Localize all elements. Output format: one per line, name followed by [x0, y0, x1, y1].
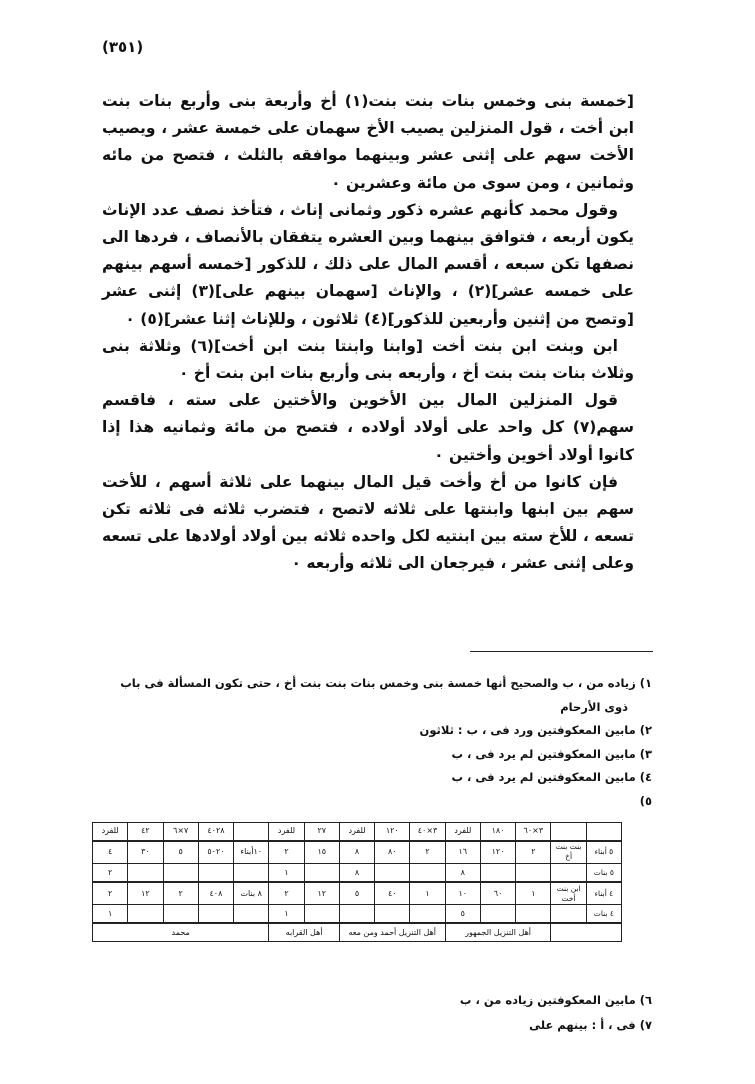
table-cell: ٢ [516, 841, 551, 864]
paragraph-1: [خمسة بنى وخمس بنات بنت بنت(١) أخ وأربعة بنى وأربع بنات بنت ابن أخت ، قول المنزلين يصيب الأخ سهمان على خمسة عشر ، ويصيب الأخت سهم على إثنى عشر وبينهما موافقه بالثلث ، فتصح من مائه وثمانين ، ومن سوى من مائة وعشرين ٠ [102, 92, 634, 192]
table-cell: ١ [516, 882, 551, 905]
table-cell [304, 905, 339, 923]
paragraph-3: ابن وبنت ابن بنت أخت [وابنا وابنتا بنت ابن أخت](٦) وثلاثة بنى وثلاث بنات بنت بنت أخ ، وأربعه بنى وأربع بنات ابن بنت أخ ٠ [102, 336, 634, 383]
table-cell: أهل التنزيل الجمهور [445, 923, 551, 941]
table-cell: ٤٠ [375, 882, 410, 905]
page-number: (٣٥١) [102, 38, 144, 56]
inheritance-table [92, 822, 622, 942]
footnotes-bottom [80, 988, 652, 1038]
table-cell: ١ [269, 864, 304, 882]
table-cell: ١ [410, 882, 445, 905]
table-cell [480, 905, 515, 923]
footnote-2: ٢) مابين المعكوفتين ورد فى ، ب : ثلاثون [419, 723, 652, 737]
table-row [93, 841, 622, 864]
table-cell [198, 905, 233, 923]
table-cell: ٤ [93, 841, 128, 864]
table-cell [128, 905, 163, 923]
table-cell [234, 823, 269, 841]
table-cell: أهل القرابه [269, 923, 340, 941]
table-cell: ٢ [163, 882, 198, 905]
table-cell: أهل التنزيل أحمد ومن معه [339, 923, 445, 941]
footnotes-top [80, 672, 652, 813]
table-cell [375, 864, 410, 882]
table-cell: ٤ أبناء [586, 882, 621, 905]
table-cell: ١٢٠ [480, 841, 515, 864]
table-cell: ١٦ [445, 841, 480, 864]
table-cell: ٥ [163, 841, 198, 864]
table-cell: ٥ أبناء [586, 841, 621, 864]
table-cell [551, 923, 622, 941]
table-cell [551, 864, 586, 882]
table-cell: ١٢ [304, 882, 339, 905]
footnote-6: ٦) مابين المعكوفتين زياده من ، ب [459, 993, 652, 1007]
table-cell [198, 864, 233, 882]
table-cell: ٤٠٢٨ [198, 823, 233, 841]
paragraph-2: وقول محمد كأنهم عشره ذكور وثمانى إناث ، فتأخذ نصف عدد الإناث يكون أربعه ، فتوافق بينهما وبين العشره يتفقان بالأنصاف ، فردها الى نصفها تكن سبعه ، أقسم المال على ذلك ، للذكور [خمسه أسهم بينهم على خمسه عشر](٢) ، والإناث [سهمان بينهم على](٣) إثنى عشر [وتصح من إثنين وأربعين للذكور](٤) ثلاثون ، وللإناث إثنا عشر](٥) ٠ [102, 200, 634, 328]
table-cell: ١٥ [304, 841, 339, 864]
table-cell [234, 864, 269, 882]
table-cell: ١٨٠ [480, 823, 515, 841]
table-cell [339, 905, 374, 923]
table-cell: محمد [93, 923, 269, 941]
table-cell: ١٠أبناء [234, 841, 269, 864]
table-header-row [93, 823, 622, 841]
table-cell: ٢ [93, 882, 128, 905]
table-cell [586, 823, 621, 841]
footnote-7: ٧) فى ، أ : بينهم على [529, 1018, 652, 1032]
footnote-3: ٣) مابين المعكوفتين لم يرد فى ، ب [451, 746, 652, 761]
footnote-1: ١) زياده من ، ب والصحيح أنها خمسة بنى وخمس بنات بنت بنت أخ ، حتى تكون المسألة فى باب [120, 676, 652, 690]
table-cell: ٤٠٨ [198, 882, 233, 905]
table-footer-row [93, 923, 622, 941]
table-cell [163, 905, 198, 923]
table-cell: ٣٠ [128, 841, 163, 864]
table-cell: ٥ [339, 882, 374, 905]
table-cell [128, 864, 163, 882]
table-cell: للفرد [445, 823, 480, 841]
table-cell: ٦٠ [480, 882, 515, 905]
table-cell: ٥ بنات [586, 864, 621, 882]
table-cell: ٧×٦ [163, 823, 198, 841]
table-cell: ٢ [269, 841, 304, 864]
table-cell: ٣×٤٠ [410, 823, 445, 841]
table-cell: ٨ [339, 841, 374, 864]
table-cell [410, 864, 445, 882]
paragraph-5: فإن كانوا من أخ وأخت قيل المال بينهما على ثلاثة أسهم ، للأخت سهم بين ابنها وابنتها على ثلاثه لاتصح ، فتضرب ثلاثه فى ثلاثه تكن تسعه ، للأخ سته بين ابنتيه لكل واحده ثلاثه بين أولاد أولادها على تسعه وعلى إثنى عشر ، فيرجعان الى ثلاثه وأربعه ٠ [102, 472, 634, 573]
table-cell [410, 905, 445, 923]
table-cell: للفرد [269, 823, 304, 841]
table-cell: ٤ بنات [586, 905, 621, 923]
table-cell: ٢ [269, 882, 304, 905]
table-row [93, 864, 622, 882]
table-cell: ١٢ [128, 882, 163, 905]
table-cell: ١٠ [445, 882, 480, 905]
table-cell: ٨ [339, 864, 374, 882]
main-text [102, 88, 634, 578]
table-cell: ٨٠ [375, 841, 410, 864]
table-cell [163, 864, 198, 882]
table-cell: ٨ [445, 864, 480, 882]
table-cell: ١ [269, 905, 304, 923]
table-cell: ١ [93, 905, 128, 923]
table-cell: بنت بنت أخ [551, 841, 586, 864]
footnote-separator [470, 651, 653, 652]
table-cell [480, 864, 515, 882]
table-cell: ٤٢ [128, 823, 163, 841]
footnote-5: ٥) [639, 793, 652, 808]
paragraph-4: قول المنزلين المال بين الأخوين والأختين على سته ، فاقسم سهم(٧) كل واحد على أولاد أولاده ، فتصح من مائة وثمانيه هذا إذا كانوا أولاد أخوين وأختين ٠ [102, 391, 634, 464]
table-row [93, 882, 622, 905]
table-cell: ٢ [93, 864, 128, 882]
table-cell: ٥٠٢٠ [198, 841, 233, 864]
table-cell [551, 823, 586, 841]
table-cell: ١٢٠ [375, 823, 410, 841]
table-cell: ٢٧ [304, 823, 339, 841]
table-cell: للفرد [339, 823, 374, 841]
table-cell [375, 905, 410, 923]
table-cell: ٨ بنات [234, 882, 269, 905]
table-cell [304, 864, 339, 882]
table-cell [516, 864, 551, 882]
table-cell: ٢ [410, 841, 445, 864]
footnote-1-continuation: ذوى الأرحام [560, 699, 628, 714]
table-cell: ابن بنت أخت [551, 882, 586, 905]
footnote-4: ٤) مابين المعكوفتين لم يرد فى ، ب [451, 770, 652, 784]
table-row [93, 905, 622, 923]
table-cell: ٣×٦٠ [516, 823, 551, 841]
table-cell [234, 905, 269, 923]
table-cell: للفرد [93, 823, 128, 841]
table-cell [516, 905, 551, 923]
table-cell: ٥ [445, 905, 480, 923]
table-cell [551, 905, 586, 923]
